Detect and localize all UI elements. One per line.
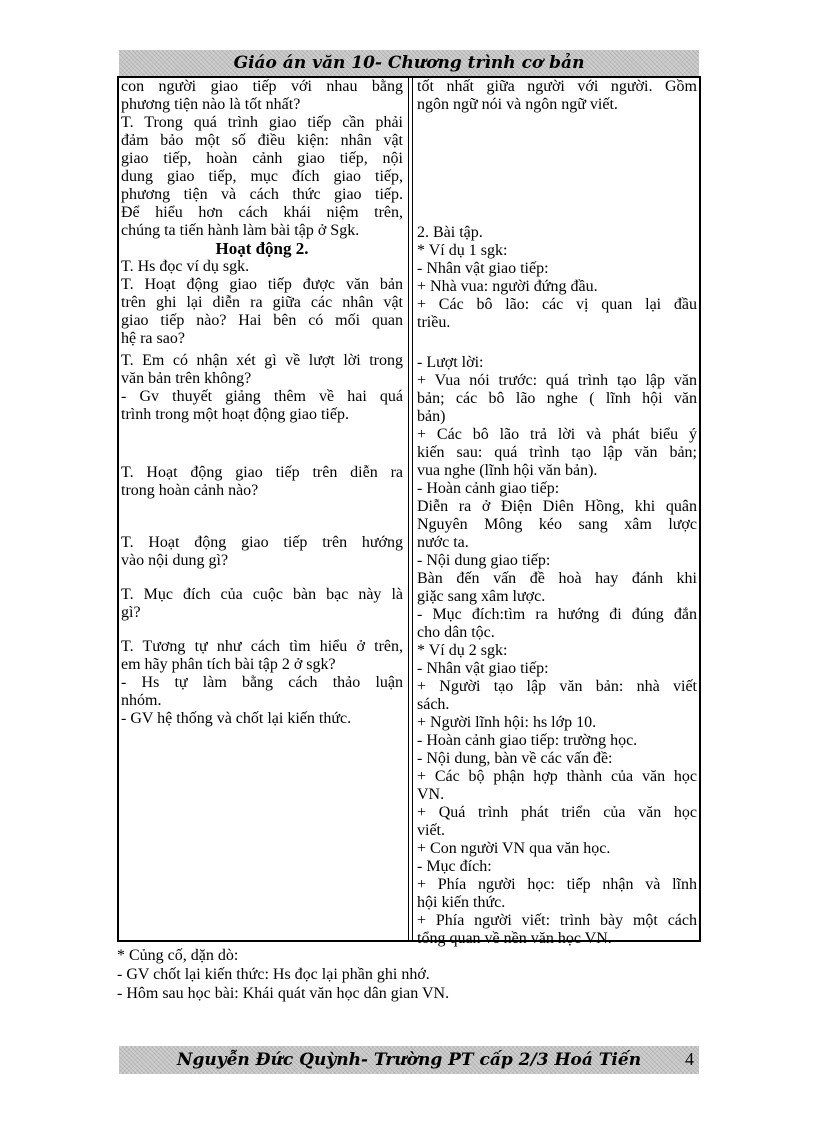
left-line: văn bản trên không? [121, 370, 252, 387]
left-line: T. Hoạt động giao tiếp được văn bản [121, 276, 403, 293]
left-line: phương tiện và cách thức giao tiếp. [121, 186, 403, 203]
left-line: em hãy phân tích bài tập 2 ở sgk? [121, 656, 336, 673]
section-heading: Hoạt động 2. [215, 240, 309, 258]
closing-line: - Hôm sau học bài: Khái quát văn học dân gian VN. [117, 985, 450, 1002]
right-line: viết. [417, 822, 445, 839]
left-line: - Gv thuyết giảng thêm về hai quá [121, 388, 403, 405]
left-line: trình trong một hoạt động giao tiếp. [121, 406, 349, 423]
left-line: dung giao tiếp, mục đích giao tiếp, [121, 168, 403, 185]
left-line: phương tiện nào là tốt nhất? [121, 96, 301, 113]
left-line: T. Hoạt động giao tiếp trên diễn ra [121, 464, 403, 481]
right-line: giặc sang xâm lược. [417, 588, 546, 605]
right-line: + Người tạo lập văn bản: nhà viết [417, 678, 697, 695]
right-line: 2. Bài tập. [417, 224, 483, 241]
right-line: - Hoàn cảnh giao tiếp: [417, 480, 560, 497]
right-line: Bàn đến vấn đề hoà hay đánh khi [417, 570, 697, 587]
right-line: vua nghe (lĩnh hội văn bản). [417, 462, 598, 479]
right-line: + Con người VN qua văn học. [417, 840, 611, 857]
left-line: T. Hoạt động giao tiếp trên hướng [121, 534, 403, 551]
right-line: - Nhân vật giao tiếp: [417, 660, 549, 677]
right-line: Diễn ra ở Điện Diên Hồng, khi quân [417, 498, 697, 515]
right-line: Nguyên Mông kéo sang xâm lược [417, 516, 697, 533]
left-line: giao tiếp, hoàn cảnh giao tiếp, nội [121, 150, 403, 167]
right-line: tổng quan về nền văn học VN. [417, 930, 612, 947]
right-line: VN. [417, 786, 445, 803]
left-line: trên ghi lại diễn ra giữa các nhân vật [121, 294, 403, 311]
closing-line: * Củng cố, dặn dò: [117, 947, 239, 964]
right-line: - Mục đích:tìm ra hướng đi đúng đắn [417, 606, 697, 623]
right-line: + Quá trình phát triển của văn học [417, 804, 697, 821]
left-line: - GV hệ thống và chốt lại kiến thức. [121, 710, 352, 727]
right-line: + Các bô lão: các vị quan lại đầu [417, 296, 697, 313]
right-line: + Phía người viết: trình bày một cách [417, 912, 697, 929]
right-line: ngôn ngữ nói và ngôn ngữ viết. [417, 96, 618, 113]
right-line: + Phía người học: tiếp nhận và lĩnh [417, 876, 697, 893]
left-line: T. Hs đọc ví dụ sgk. [121, 258, 250, 275]
left-line: vào nội dung gì? [121, 552, 229, 569]
right-line: - Nhân vật giao tiếp: [417, 260, 549, 277]
right-line: * Ví dụ 2 sgk: [417, 642, 508, 659]
footer-author: Nguyễn Đức Quỳnh- Trường PT cấp 2/3 Hoá Tiến [176, 1050, 642, 1070]
right-line: * Ví dụ 1 sgk: [417, 242, 508, 259]
teacher-activity-column [121, 78, 403, 728]
left-line: - Hs tự làm bằng cách thảo luận [121, 674, 403, 691]
left-line: trong hoàn cảnh nào? [121, 482, 259, 499]
page-number: 4 [685, 1049, 694, 1069]
header-title: Giáo án văn 10- Chương trình cơ bản [233, 53, 585, 73]
right-line: hội kiến thức. [417, 894, 506, 911]
left-line: giao tiếp nào? Hai bên có mối quan [121, 312, 403, 329]
left-line: nhóm. [121, 692, 162, 709]
right-line: tốt nhất giữa người với người. Gồm [417, 78, 697, 95]
column-divider [408, 78, 409, 940]
right-line: bản) [417, 408, 446, 425]
right-line: - Mục đích: [417, 858, 492, 875]
left-line: đảm bảo một số điều kiện: nhân vật [121, 132, 403, 149]
left-line: Để hiểu hơn cách khái niệm trên, [121, 204, 403, 221]
right-line: cho dân tộc. [417, 624, 495, 641]
left-line: T. Tương tự như cách tìm hiểu ở trên, [121, 638, 403, 655]
left-line: T. Mục đích của cuộc bàn bạc này là [121, 586, 403, 603]
left-line: gì? [121, 604, 141, 621]
right-line: sách. [417, 696, 450, 713]
right-line: nước ta. [417, 534, 469, 551]
right-line: triều. [417, 314, 451, 331]
right-line: + Các bộ phận hợp thành của văn học [417, 768, 697, 785]
left-line: hệ ra sao? [121, 330, 185, 347]
right-line: - Hoàn cảnh giao tiếp: trường học. [417, 732, 638, 749]
right-line: bản; các bô lão nghe ( lĩnh hội văn [417, 390, 697, 407]
right-line: - Nội dung, bàn về các vấn đề: [417, 750, 613, 767]
right-line: + Các bô lão trả lời và phát biểu ý [417, 426, 697, 443]
right-line: - Nội dung giao tiếp: [417, 552, 551, 569]
closing-line: - GV chốt lại kiến thức: Hs đọc lại phần ghi nhớ. [117, 966, 430, 983]
left-line: chúng ta tiến hành làm bài tập ở Sgk. [121, 222, 360, 239]
right-line: kiến sau: quá trình tạo lập văn bản; [417, 444, 697, 461]
right-line: - Lượt lời: [417, 354, 484, 371]
right-line: + Vua nói trước: quá trình tạo lập văn [417, 372, 697, 389]
footer-banner [119, 1046, 699, 1074]
left-line: con người giao tiếp với nhau bằng [121, 78, 403, 95]
closing-notes [117, 946, 617, 1003]
left-line: T. Em có nhận xét gì về lượt lời trong [121, 352, 403, 369]
left-line: T. Trong quá trình giao tiếp cần phải [121, 114, 403, 131]
header-banner [119, 50, 699, 76]
right-line: + Người lĩnh hội: hs lớp 10. [417, 714, 597, 731]
right-line: + Nhà vua: người đứng đầu. [417, 278, 598, 295]
lesson-table [117, 76, 701, 947]
column-divider [412, 78, 413, 940]
student-activity-column [417, 78, 697, 948]
